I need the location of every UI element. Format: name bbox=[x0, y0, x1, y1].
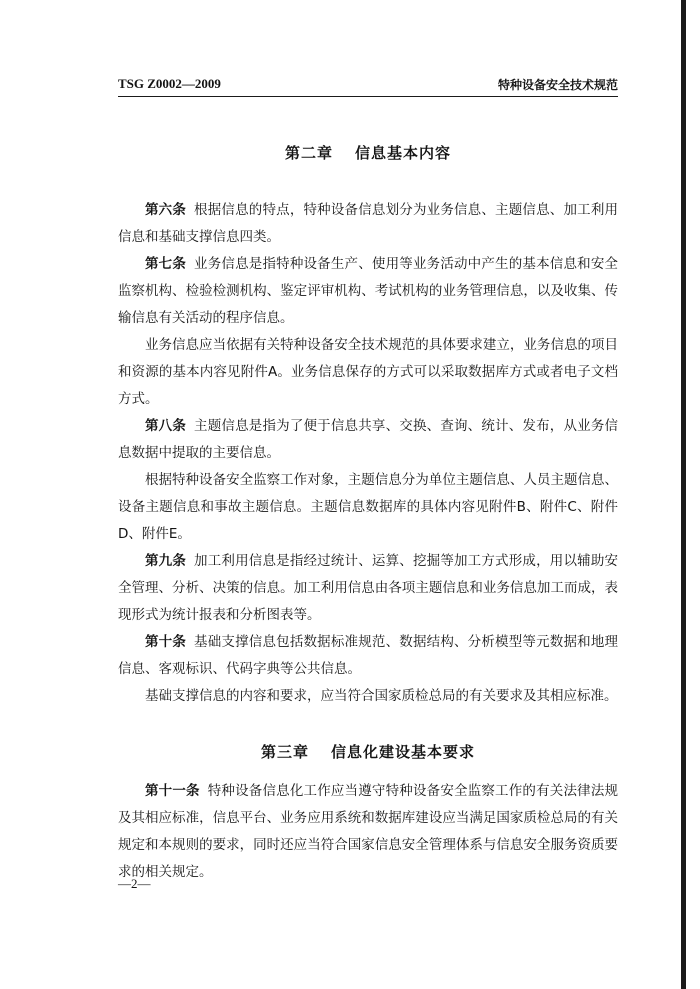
article-8-lead: 第八条 bbox=[145, 418, 187, 434]
article-10 bbox=[118, 629, 618, 683]
article-11-lead: 第十一条 bbox=[145, 783, 200, 799]
article-7 bbox=[118, 251, 618, 332]
article-8-text: 主题信息是指为了便于信息共享、交换、查询、统计、发布，从业务信息数据中提取的主要信息。 bbox=[118, 418, 619, 461]
article-11-text: 特种设备信息化工作应当遵守特种设备安全监察工作的有关法律法规及其相应标准，信息平台、业务应用系统和数据库建设应当满足国家质检总局的有关规定和本规则的要求，同时还应当符合国家信息安全管理体系与信息安全服务资质要求的相关规定。 bbox=[118, 783, 619, 880]
article-6-lead: 第六条 bbox=[145, 202, 187, 218]
article-8-paragraph-2-text: 根据特种设备安全监察工作对象，主题信息分为单位主题信息、人员主题信息、设备主题信息和事故主题信息。主题信息数据库的具体内容见附件B、附件C、附件D、附件E。 bbox=[118, 472, 618, 542]
running-header bbox=[118, 74, 618, 94]
article-7-text: 业务信息是指特种设备生产、使用等业务活动中产生的基本信息和安全监察机构、检验检测机构、鉴定评审机构、考试机构的业务管理信息，以及收集、传输信息有关活动的程序信息。 bbox=[118, 256, 619, 326]
article-7-paragraph-2-text: 业务信息应当依据有关特种设备安全技术规范的具体要求建立，业务信息的项目和资源的基本内容见附件A。业务信息保存的方式可以采取数据库方式或者电子文档方式。 bbox=[118, 337, 618, 407]
article-10-paragraph-2 bbox=[118, 683, 618, 710]
article-8 bbox=[118, 413, 618, 467]
article-10-text: 基础支撑信息包括数据标准规范、数据结构、分析模型等元数据和地理信息、客观标识、代码字典等公共信息。 bbox=[118, 634, 619, 677]
standard-code: TSG Z0002—2009 bbox=[118, 76, 221, 91]
page-number: —2— bbox=[118, 876, 151, 891]
article-9 bbox=[118, 548, 618, 629]
chapter-3-heading bbox=[118, 741, 618, 762]
chapter-2-title: 信息基本内容 bbox=[355, 144, 452, 162]
article-6 bbox=[118, 197, 618, 251]
header-title: 特种设备安全技术规范 bbox=[497, 78, 618, 92]
article-7-lead: 第七条 bbox=[145, 256, 187, 272]
page-edge-bar bbox=[681, 0, 686, 989]
article-10-paragraph-2-text: 基础支撑信息的内容和要求，应当符合国家质检总局的有关要求及其相应标准。 bbox=[145, 688, 618, 704]
article-7-paragraph-2 bbox=[118, 332, 618, 413]
chapter-3-title: 信息化建设基本要求 bbox=[331, 743, 476, 761]
article-8-paragraph-2 bbox=[118, 467, 618, 548]
article-9-lead: 第九条 bbox=[145, 553, 187, 569]
chapter-2-number: 第二章 bbox=[284, 144, 333, 162]
article-10-lead: 第十条 bbox=[145, 634, 187, 650]
article-6-text: 根据信息的特点，特种设备信息划分为业务信息、主题信息、加工利用信息和基础支撑信息四类。 bbox=[118, 202, 619, 245]
article-9-text: 加工利用信息是指经过统计、运算、挖掘等加工方式形成，用以辅助安全管理、分析、决策的信息。加工利用信息由各项主题信息和业务信息加工而成，表现形式为统计报表和分析图表等。 bbox=[118, 553, 619, 623]
chapter-2-heading bbox=[118, 142, 618, 163]
header-rule bbox=[118, 96, 618, 97]
article-11 bbox=[118, 778, 618, 886]
chapter-3-number: 第三章 bbox=[260, 743, 309, 761]
